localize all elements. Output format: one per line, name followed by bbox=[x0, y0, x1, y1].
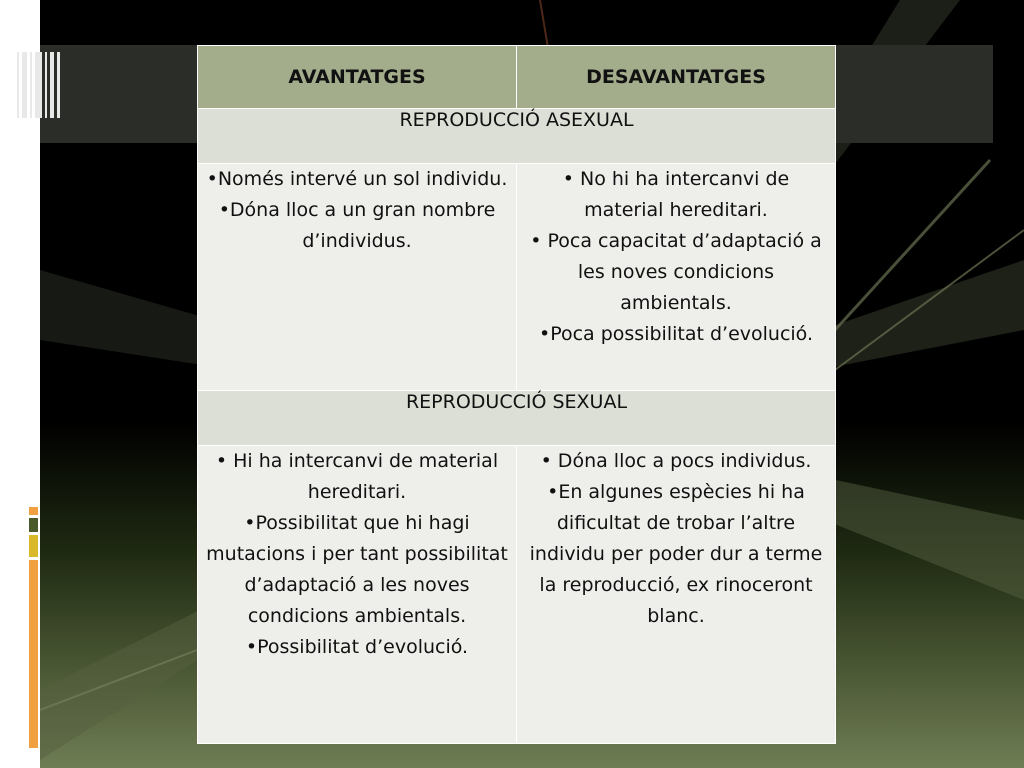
side-accent-marks bbox=[29, 507, 39, 751]
list-item: • No hi ha intercanvi de material hereditari. bbox=[562, 168, 790, 221]
list-item: • Hi ha intercanvi de material hereditari. bbox=[215, 450, 499, 503]
list-item: •Poca possibilitat d’evolució. bbox=[538, 323, 813, 345]
header-advantages: AVANTATGES bbox=[198, 46, 517, 109]
list-item: • Dóna lloc a pocs individus. bbox=[540, 450, 812, 472]
list-item: •Possibilitat d’evolució. bbox=[245, 636, 469, 658]
list-item: •Possibilitat que hi hagi mutacions i per tant possibilitat d’adaptació a les noves condicions ambientals. bbox=[206, 512, 508, 627]
list-item: •Només intervé un sol individu. bbox=[206, 168, 508, 190]
asexual-advantages-cell bbox=[198, 164, 517, 391]
asexual-disadvantages-cell bbox=[517, 164, 836, 391]
table-row bbox=[198, 164, 836, 391]
list-item: • Poca capacitat d’adaptació a les noves condicions ambientals. bbox=[530, 230, 822, 314]
sexual-advantages-cell bbox=[198, 446, 517, 744]
table-header-row bbox=[198, 46, 836, 109]
list-item: •Dóna lloc a un gran nombre d’individus. bbox=[218, 199, 496, 252]
section-row-asexual bbox=[198, 109, 836, 164]
section-title-sexual: REPRODUCCIÓ SEXUAL bbox=[198, 391, 836, 446]
header-disadvantages: DESAVANTATGES bbox=[517, 46, 836, 109]
barcode-decoration-icon bbox=[15, 52, 63, 118]
list-item: •En algunes espècies hi ha dificultat de trobar l’altre individu per poder dur a terme la reproducció, ex rinoceront blanc. bbox=[529, 481, 823, 627]
section-row-sexual bbox=[198, 391, 836, 446]
table-row bbox=[198, 446, 836, 744]
reproduction-comparison-table bbox=[197, 45, 836, 744]
section-title-asexual: REPRODUCCIÓ ASEXUAL bbox=[198, 109, 836, 164]
sexual-disadvantages-cell bbox=[517, 446, 836, 744]
